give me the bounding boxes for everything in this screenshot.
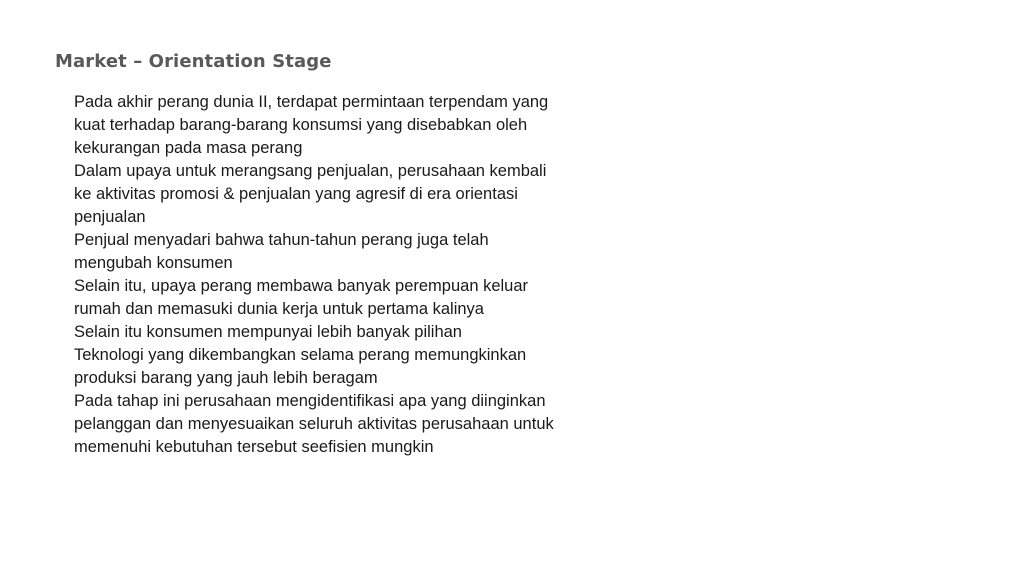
paragraph-6: Teknologi yang dikembangkan selama perang memungkinkan produksi barang yang jauh lebih beragam: [74, 346, 527, 387]
paragraph-2: Dalam upaya untuk merangsang penjualan, perusahaan kembali ke aktivitas promosi & penjualan yang agresif di era orientasi penjualan: [74, 162, 547, 226]
paragraph-5: Selain itu konsumen mempunyai lebih banyak pilihan: [74, 323, 462, 341]
slide-title: Market – Orientation Stage: [55, 51, 332, 72]
slide-body: [74, 91, 564, 459]
paragraph-3: Penjual menyadari bahwa tahun-tahun perang juga telah mengubah konsumen: [74, 231, 489, 272]
paragraph-4: Selain itu, upaya perang membawa banyak perempuan keluar rumah dan memasuki dunia kerja untuk pertama kalinya: [74, 277, 529, 318]
paragraph-1: Pada akhir perang dunia II, terdapat permintaan terpendam yang kuat terhadap barang-barang konsumsi yang disebabkan oleh kekurangan pada masa perang: [74, 93, 549, 157]
paragraph-7: Pada tahap ini perusahaan mengidentifikasi apa yang diinginkan pelanggan dan menyesuaikan seluruh aktivitas perusahaan untuk memenuhi kebutuhan tersebut seefisien mungkin: [74, 392, 554, 456]
